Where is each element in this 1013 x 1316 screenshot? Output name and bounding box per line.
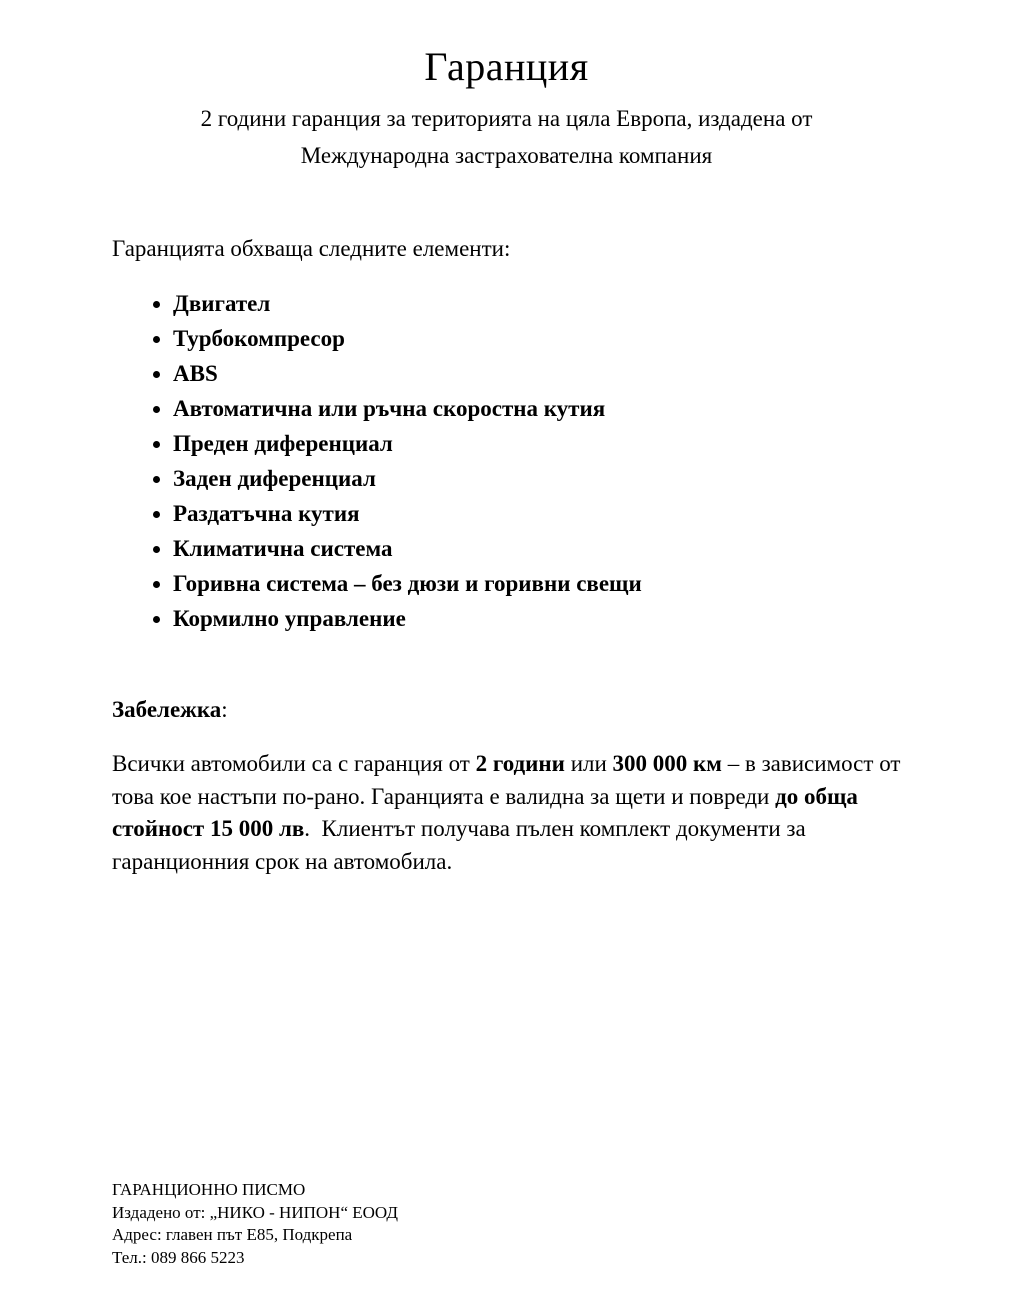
note-text-segment: или: [564, 751, 613, 776]
note-heading-label: Забележка: [112, 697, 222, 722]
subtitle-line-1: 2 години гаранция за територията на цяла Европа, издадена от: [200, 106, 813, 131]
footer-phone: Тел.: 089 866 5223: [112, 1247, 245, 1267]
list-item: • Горивна система – без дюзи и горивни свещи: [173, 566, 901, 601]
list-item: • Автоматична или ръчна скоростна кутия: [173, 391, 901, 426]
coverage-intro-text: Гаранцията обхваща следните елементи:: [112, 236, 511, 261]
note-heading-colon: :: [221, 697, 228, 722]
page-title: Гаранция: [424, 44, 589, 89]
subtitle-line-2: Международна застрахователна компания: [300, 143, 713, 168]
footer-address: Адрес: главен път Е85, Подкрепа: [112, 1225, 353, 1244]
list-item: • Заден диференциал: [173, 461, 901, 496]
list-item: • Климатична система: [173, 531, 901, 566]
list-item: • Турбокомпресор: [173, 321, 901, 356]
list-item: • Раздатъчна кутия: [173, 496, 901, 531]
note-bold-segment: 2 години: [475, 751, 565, 776]
footer-issued-by: Издадено от: „НИКО - НИПОН“ ЕООД: [112, 1202, 398, 1222]
note-text-segment: . Клиентът получава пълен комплект документи за гаранционния срок на автомобила.: [112, 816, 806, 874]
document-body: [112, 234, 901, 878]
footer-document-type: ГАРАНЦИОННО ПИСМО: [112, 1180, 306, 1199]
note-heading: [112, 694, 901, 726]
list-item: • Кормилно управление: [173, 601, 901, 636]
note-text-segment: – в зависимост от това кое настъпи по-рано. Гаранцията е валидна за щети и повреди: [112, 751, 901, 809]
page-subtitle: [0, 100, 1013, 174]
list-item: • Преден диференциал: [173, 426, 901, 461]
list-item: • Двигател: [173, 286, 901, 321]
note-paragraph: [112, 748, 901, 878]
note-bold-segment: до обща стойност 15 000 лв: [112, 783, 858, 841]
note-bold-segment: 300 000 км: [612, 751, 722, 776]
note-text-segment: Всички автомобили са с гаранция от: [112, 751, 476, 776]
coverage-list: [112, 286, 901, 636]
letterhead-footer: [112, 1179, 398, 1269]
list-item: • ABS: [173, 356, 901, 391]
